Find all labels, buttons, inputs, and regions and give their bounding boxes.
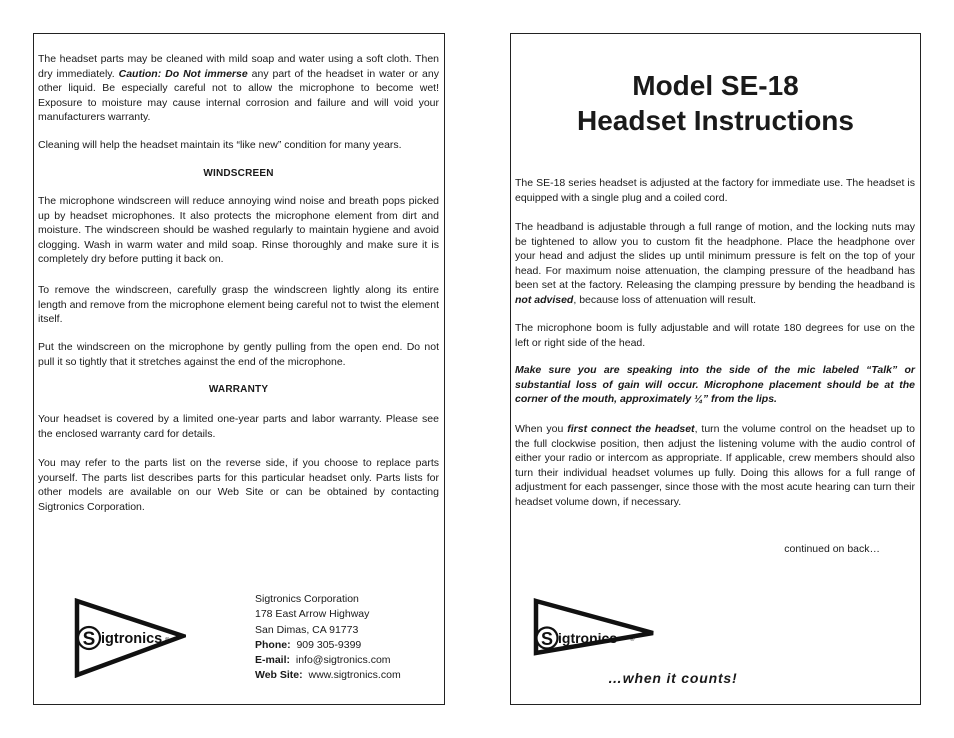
warranty-paragraph-2: You may refer to the parts list on the reverse side, if you choose to replace parts yourself. The parts list describes parts for this particular headset only. Parts lists for other models are available on our Web Site or can be obtained by contacting Sigtronics Corporation. (38, 457, 439, 513)
company-city: San Dimas, CA 91773 (255, 623, 359, 636)
windscreen-heading: WINDSCREEN (203, 168, 274, 179)
logo-text-right: igtronics (558, 630, 618, 646)
right-paragraph-4: Make sure you are speaking into the side of the mic labeled “Talk” or substantial loss of gain will occur. Microphone placement should be at the corner of the mouth, approximately ¼” from the lips. (515, 364, 915, 406)
not-advised-text: not advised (515, 293, 574, 306)
company-street: 178 East Arrow Highway (255, 608, 370, 621)
logo-registered-right: ® (630, 637, 635, 643)
sigtronics-logo-right (533, 598, 657, 656)
sigtronics-logo (74, 598, 186, 678)
windscreen-paragraph-1: The microphone windscreen will reduce annoying wind noise and breath pops picked up by headset microphones. It also protects the microphone element from dirt and moisture. The windscreen should be washed regularly to maintain hygiene and avoid clogging. Wash in warm water and mild soap. Rinse thoroughly and make sure it is completely dry before putting it back on. (38, 195, 439, 266)
continued-on-back: continued on back… (784, 543, 880, 555)
windscreen-paragraph-2: To remove the windscreen, carefully grasp the windscreen lightly along its entire length and remove from the microphone element being careful not to twist the element itself. (38, 284, 439, 326)
right-paragraph-1: The SE-18 series headset is adjusted at the factory for immediate use. The headset is equipped with a single plug and a coiled cord. (515, 177, 915, 204)
cleaning-paragraph-2: Cleaning will help the headset maintain its “like new” condition for many years. (38, 139, 402, 151)
left-panel (33, 33, 445, 705)
company-address (255, 592, 401, 684)
cleaning-paragraph-1 (38, 52, 439, 125)
company-name: Sigtronics Corporation (255, 593, 359, 605)
windscreen-paragraph-3: Put the windscreen on the microphone by gently pulling from the open end. Do not pull it so tightly that it stretches against the end of the microphone. (38, 341, 439, 368)
right-paragraph-5: When you first connect the headset, turn the volume control on the headset up to the full clockwise position, then adjust the listening volume with the audio control of either your radio or intercom as appropriate. If applicable, crew members should also turn their individual headset volumes up fully. Doing this allows for a full range of adjustment for each passenger, since those with the most acute hearing can turn their headset volume down, if necessary. (515, 423, 915, 508)
company-phone: Phone: 909 305-9399 (255, 638, 362, 651)
website-link[interactable]: www.sigtronics.com (308, 669, 401, 682)
tagline: …when it counts! (608, 670, 738, 686)
first-connect-text: first connect the headset (567, 423, 695, 435)
logo-registered: ® (165, 638, 170, 644)
caution-text: Caution: Do Not immerse (118, 67, 248, 80)
right-paragraph-2: The headband is adjustable through a full range of motion, and the locking nuts may be tightened to allow you to custom fit the headphone. Place the headphone over your head and adjust the slides up until minimum pressure is felt on the top of your head. For maximum noise attenuation, the clamping pressure of the headband has been set at the factory. Releasing the clamping pressure by bending the headband is not advised, because loss of attenuation will result. (515, 221, 915, 306)
title-line-2: Headset Instructions (577, 105, 854, 136)
company-email: E-mail: info@sigtronics.com (255, 654, 391, 667)
warranty-heading: WARRANTY (208, 384, 269, 395)
title-line-1: Model SE-18 (632, 70, 799, 101)
logo-letter-right: S (540, 629, 554, 649)
warranty-paragraph-1: Your headset is covered by a limited one-year parts and labor warranty. Please see the enclosed warranty card for details. (38, 413, 439, 440)
cleaning-text-a: The headset parts may be cleaned with mild soap and water using a soft cloth. Then dry immediately. (38, 53, 439, 80)
right-paragraph-3: The microphone boom is fully adjustable and will rotate 180 degrees for use on the left or right side of the head. (515, 322, 915, 349)
logo-letter: S (82, 629, 96, 650)
company-website: Web Site: www.sigtronics.com (255, 669, 401, 682)
cleaning-text-b: any part of the headset in water or any other liquid. Be especially careful not to allow the microphone to become wet! Exposure to moisture may cause internal corrosion and failure and will void your manufacturers warranty. (38, 67, 439, 124)
email-link[interactable]: info@sigtronics.com (295, 654, 391, 667)
right-panel (510, 33, 921, 705)
logo-text: igtronics (101, 631, 163, 647)
